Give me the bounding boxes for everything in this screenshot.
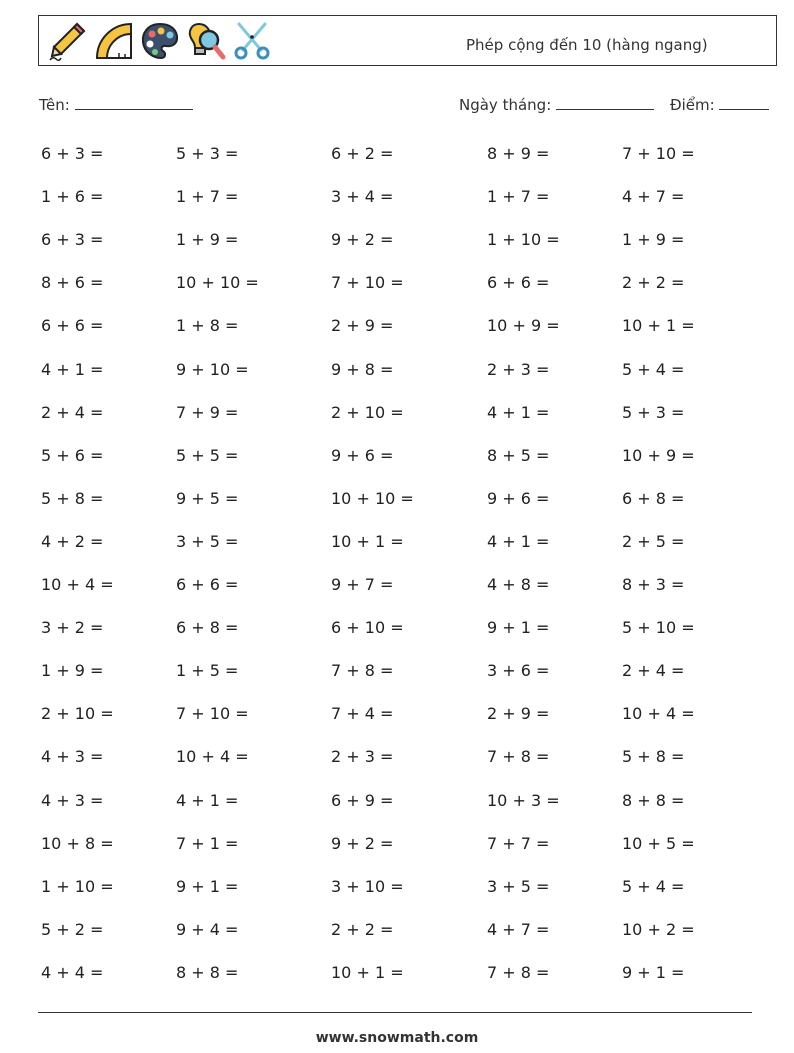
problem-7-5[interactable]: 5 + 3 =: [622, 403, 685, 422]
problem-8-1[interactable]: 5 + 6 =: [41, 446, 104, 465]
problem-15-3[interactable]: 2 + 3 =: [331, 747, 394, 766]
problem-9-3[interactable]: 10 + 10 =: [331, 489, 414, 508]
problem-11-1[interactable]: 10 + 4 =: [41, 575, 114, 594]
problem-1-3[interactable]: 6 + 2 =: [331, 144, 394, 163]
problem-8-2[interactable]: 5 + 5 =: [176, 446, 239, 465]
date-field[interactable]: [459, 95, 654, 114]
problem-9-4[interactable]: 9 + 6 =: [487, 489, 550, 508]
problem-2-3[interactable]: 3 + 4 =: [331, 187, 394, 206]
problem-8-3[interactable]: 9 + 6 =: [331, 446, 394, 465]
problem-13-2[interactable]: 1 + 5 =: [176, 661, 239, 680]
problem-20-1[interactable]: 4 + 4 =: [41, 963, 104, 982]
problem-11-4[interactable]: 4 + 8 =: [487, 575, 550, 594]
score-field[interactable]: [670, 95, 769, 114]
name-blank[interactable]: [75, 95, 193, 110]
problem-9-1[interactable]: 5 + 8 =: [41, 489, 104, 508]
problem-17-5[interactable]: 10 + 5 =: [622, 834, 695, 853]
problem-18-1[interactable]: 1 + 10 =: [41, 877, 114, 896]
problem-14-2[interactable]: 7 + 10 =: [176, 704, 249, 723]
problem-1-2[interactable]: 5 + 3 =: [176, 144, 239, 163]
problem-6-3[interactable]: 9 + 8 =: [331, 360, 394, 379]
problem-17-2[interactable]: 7 + 1 =: [176, 834, 239, 853]
problem-19-5[interactable]: 10 + 2 =: [622, 920, 695, 939]
problem-16-3[interactable]: 6 + 9 =: [331, 791, 394, 810]
problem-11-5[interactable]: 8 + 3 =: [622, 575, 685, 594]
problem-18-5[interactable]: 5 + 4 =: [622, 877, 685, 896]
problem-12-5[interactable]: 5 + 10 =: [622, 618, 695, 637]
problem-3-4[interactable]: 1 + 10 =: [487, 230, 560, 249]
problem-2-5[interactable]: 4 + 7 =: [622, 187, 685, 206]
problem-3-2[interactable]: 1 + 9 =: [176, 230, 239, 249]
name-field[interactable]: [39, 95, 193, 114]
problem-6-5[interactable]: 5 + 4 =: [622, 360, 685, 379]
problem-5-4[interactable]: 10 + 9 =: [487, 316, 560, 335]
problem-2-4[interactable]: 1 + 7 =: [487, 187, 550, 206]
problem-14-3[interactable]: 7 + 4 =: [331, 704, 394, 723]
problem-3-5[interactable]: 1 + 9 =: [622, 230, 685, 249]
problem-1-4[interactable]: 8 + 9 =: [487, 144, 550, 163]
problem-6-1[interactable]: 4 + 1 =: [41, 360, 104, 379]
date-blank[interactable]: [556, 95, 654, 110]
problem-20-4[interactable]: 7 + 8 =: [487, 963, 550, 982]
problem-16-5[interactable]: 8 + 8 =: [622, 791, 685, 810]
paint-palette-icon: [139, 20, 181, 62]
problem-2-2[interactable]: 1 + 7 =: [176, 187, 239, 206]
problem-16-4[interactable]: 10 + 3 =: [487, 791, 560, 810]
problem-13-5[interactable]: 2 + 4 =: [622, 661, 685, 680]
problem-10-5[interactable]: 2 + 5 =: [622, 532, 685, 551]
problem-20-2[interactable]: 8 + 8 =: [176, 963, 239, 982]
problem-13-4[interactable]: 3 + 6 =: [487, 661, 550, 680]
problem-18-4[interactable]: 3 + 5 =: [487, 877, 550, 896]
score-label: Điểm:: [670, 96, 715, 114]
problem-10-1[interactable]: 4 + 2 =: [41, 532, 104, 551]
problem-11-3[interactable]: 9 + 7 =: [331, 575, 394, 594]
problem-7-1[interactable]: 2 + 4 =: [41, 403, 104, 422]
problem-5-1[interactable]: 6 + 6 =: [41, 316, 104, 335]
problem-11-2[interactable]: 6 + 6 =: [176, 575, 239, 594]
problem-10-2[interactable]: 3 + 5 =: [176, 532, 239, 551]
problem-15-1[interactable]: 4 + 3 =: [41, 747, 104, 766]
problem-10-4[interactable]: 4 + 1 =: [487, 532, 550, 551]
problem-12-1[interactable]: 3 + 2 =: [41, 618, 104, 637]
problem-16-1[interactable]: 4 + 3 =: [41, 791, 104, 810]
problem-9-5[interactable]: 6 + 8 =: [622, 489, 685, 508]
problem-17-1[interactable]: 10 + 8 =: [41, 834, 114, 853]
problem-6-4[interactable]: 2 + 3 =: [487, 360, 550, 379]
problem-4-5[interactable]: 2 + 2 =: [622, 273, 685, 292]
problem-13-3[interactable]: 7 + 8 =: [331, 661, 394, 680]
date-label: Ngày tháng:: [459, 96, 552, 114]
problem-6-2[interactable]: 9 + 10 =: [176, 360, 249, 379]
problem-4-1[interactable]: 8 + 6 =: [41, 273, 104, 292]
problem-14-1[interactable]: 2 + 10 =: [41, 704, 114, 723]
problem-20-5[interactable]: 9 + 1 =: [622, 963, 685, 982]
footer-website: www.snowmath.com: [315, 1030, 479, 1046]
problem-1-5[interactable]: 7 + 10 =: [622, 144, 695, 163]
problem-17-3[interactable]: 9 + 2 =: [331, 834, 394, 853]
problem-15-4[interactable]: 7 + 8 =: [487, 747, 550, 766]
problem-16-2[interactable]: 4 + 1 =: [176, 791, 239, 810]
icon-strip: [47, 20, 273, 62]
problem-8-4[interactable]: 8 + 5 =: [487, 446, 550, 465]
problem-18-3[interactable]: 3 + 10 =: [331, 877, 404, 896]
problem-19-3[interactable]: 2 + 2 =: [331, 920, 394, 939]
score-blank[interactable]: [719, 95, 769, 110]
problem-7-3[interactable]: 2 + 10 =: [331, 403, 404, 422]
problem-5-5[interactable]: 10 + 1 =: [622, 316, 695, 335]
problem-12-4[interactable]: 9 + 1 =: [487, 618, 550, 637]
problem-15-2[interactable]: 10 + 4 =: [176, 747, 249, 766]
problem-1-1[interactable]: 6 + 3 =: [41, 144, 104, 163]
problem-2-1[interactable]: 1 + 6 =: [41, 187, 104, 206]
problem-12-2[interactable]: 6 + 8 =: [176, 618, 239, 637]
problem-3-3[interactable]: 9 + 2 =: [331, 230, 394, 249]
problem-7-4[interactable]: 4 + 1 =: [487, 403, 550, 422]
problem-10-3[interactable]: 10 + 1 =: [331, 532, 404, 551]
problem-4-2[interactable]: 10 + 10 =: [176, 273, 259, 292]
scissors-icon: [231, 20, 273, 62]
problem-14-5[interactable]: 10 + 4 =: [622, 704, 695, 723]
problem-4-4[interactable]: 6 + 6 =: [487, 273, 550, 292]
problem-19-1[interactable]: 5 + 2 =: [41, 920, 104, 939]
pencil-icon: [47, 20, 89, 62]
problem-5-3[interactable]: 2 + 9 =: [331, 316, 394, 335]
problem-5-2[interactable]: 1 + 8 =: [176, 316, 239, 335]
header-box: [38, 15, 777, 66]
problem-19-4[interactable]: 4 + 7 =: [487, 920, 550, 939]
problem-4-3[interactable]: 7 + 10 =: [331, 273, 404, 292]
problem-3-1[interactable]: 6 + 3 =: [41, 230, 104, 249]
problem-14-4[interactable]: 2 + 9 =: [487, 704, 550, 723]
problem-7-2[interactable]: 7 + 9 =: [176, 403, 239, 422]
problem-17-4[interactable]: 7 + 7 =: [487, 834, 550, 853]
worksheet-title: Phép cộng đến 10 (hàng ngang): [466, 36, 708, 54]
protractor-icon: [93, 20, 135, 62]
problem-8-5[interactable]: 10 + 9 =: [622, 446, 695, 465]
problem-13-1[interactable]: 1 + 9 =: [41, 661, 104, 680]
problem-12-3[interactable]: 6 + 10 =: [331, 618, 404, 637]
problem-19-2[interactable]: 9 + 4 =: [176, 920, 239, 939]
problem-15-5[interactable]: 5 + 8 =: [622, 747, 685, 766]
name-label: Tên:: [39, 96, 70, 114]
lightbulb-magnifier-icon: [185, 20, 227, 62]
problem-9-2[interactable]: 9 + 5 =: [176, 489, 239, 508]
problem-20-3[interactable]: 10 + 1 =: [331, 963, 404, 982]
footer-divider: [38, 1012, 752, 1013]
problem-18-2[interactable]: 9 + 1 =: [176, 877, 239, 896]
